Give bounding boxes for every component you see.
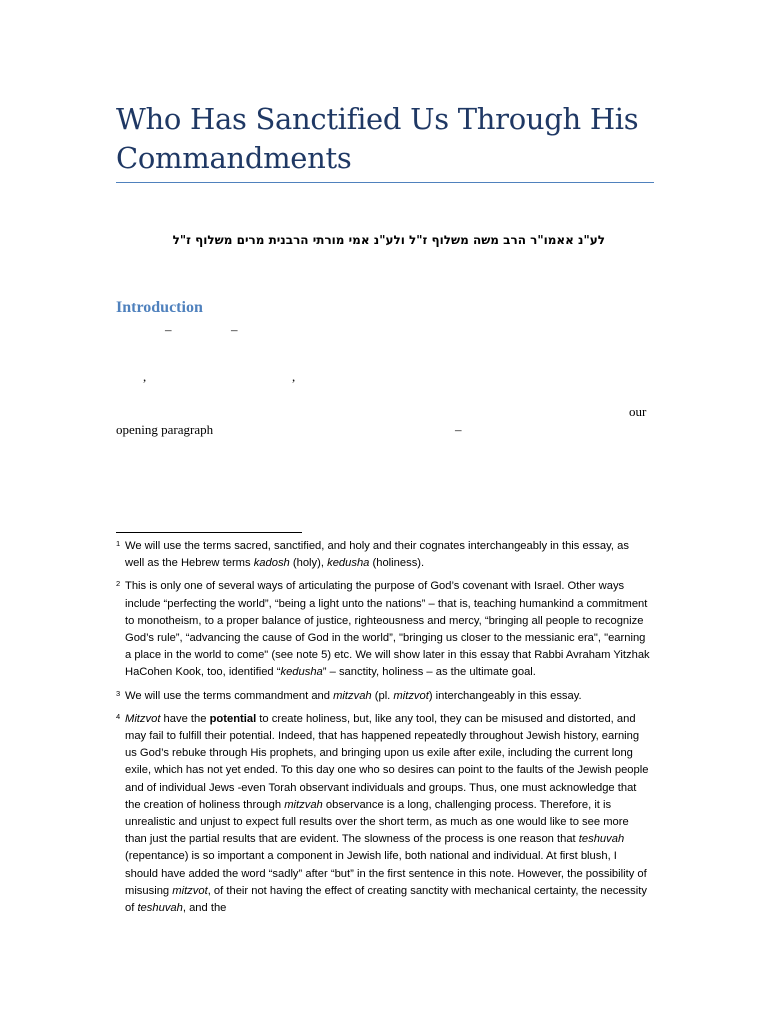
body-fragment-dash: – [165,322,172,337]
body-fragment-word: our [629,404,647,419]
footnote-number: 1 [116,539,121,548]
footnote [116,578,650,681]
footnote-number: 3 [116,688,121,698]
footnote-text: Mitzvot have the potential to create holiness, but, like any tool, they can be misused and distorted, and may fail to fulfill their potential. Indeed, that has happened repeatedly throughout Jewish history, earning us God’s rebuke through His prophets, and bringing upon us exile after exile, including the current long exile, which has not yet ended. To this day one who so desires can point to the faults of the Jewish people and of individual Jews -even Torah observant individuals and groups. Thus, one must acknowledge that the creation of holiness through mitzvah observance is a long, challenging process. Therefore, it is unrealistic and unjust to expect full results over the short term, as much as one would like to see more than just the partial results that are evident. The slowness of the process is one reason that teshuvah (repentance) is so important a component in Jewish life, both national and individual. At first blush, I should have added the word “sadly” after “but” in the first sentence in this note. However, the possibility of misusing mitzvot, of their not having the effect of creating sanctity with mechanical certainty, the necessity of teshuvah, and the [125,712,649,915]
body-fragment-comma: , [292,369,296,384]
document-title: Who Has Sanctified Us Through His Commandments [116,102,639,175]
footnotes-section [116,538,650,923]
footnote-separator [116,532,302,533]
section-heading-introduction: Introduction [116,299,203,316]
footnote [116,688,650,705]
body-fragment-comma: , [143,369,147,384]
footnote [116,538,650,572]
footnote-text: We will use the terms commandment and mitzvah (pl. mitzvot) interchangeably in this essay. [125,689,582,702]
footnote-number: 2 [116,579,121,589]
footnote-text: This is only one of several ways of articulating the purpose of God’s covenant with Israel. Other ways include “perfecting the world”, “being a light unto the nations” – that is, teaching humankind a commitment to monotheism, to a proper balance of justice, righteousness and mercy, “bringing all people to recognize God’s rule”, “advancing the cause of God in the world”, "bringing us closer to the messianic era", "earning a place in the world to come" (see note 5) etc. We will show later in this essay that Rabbi Avraham Yitzhak HaCohen Kook, too, identified “kedusha” – sanctity, holiness – as the ultimate goal. [125,580,650,679]
title-underline [116,182,654,183]
body-fragment-dash: – [455,422,462,437]
footnote-text: We will use the terms sacred, sanctified, and holy and their cognates interchangeably in this essay, as well as the Hebrew terms kadosh (holy), kedusha (holiness). [125,540,629,570]
body-fragment-phrase: opening paragraph [116,422,214,437]
footnote [116,711,650,917]
hebrew-dedication: לע"נ אאמו"ר הרב משה משלוף ז"ל ולע"נ אמי מורתי הרבנית מרים משלוף ז"ל [172,233,605,247]
body-fragment-dash: – [231,322,238,337]
footnote-number: 4 [116,711,121,721]
